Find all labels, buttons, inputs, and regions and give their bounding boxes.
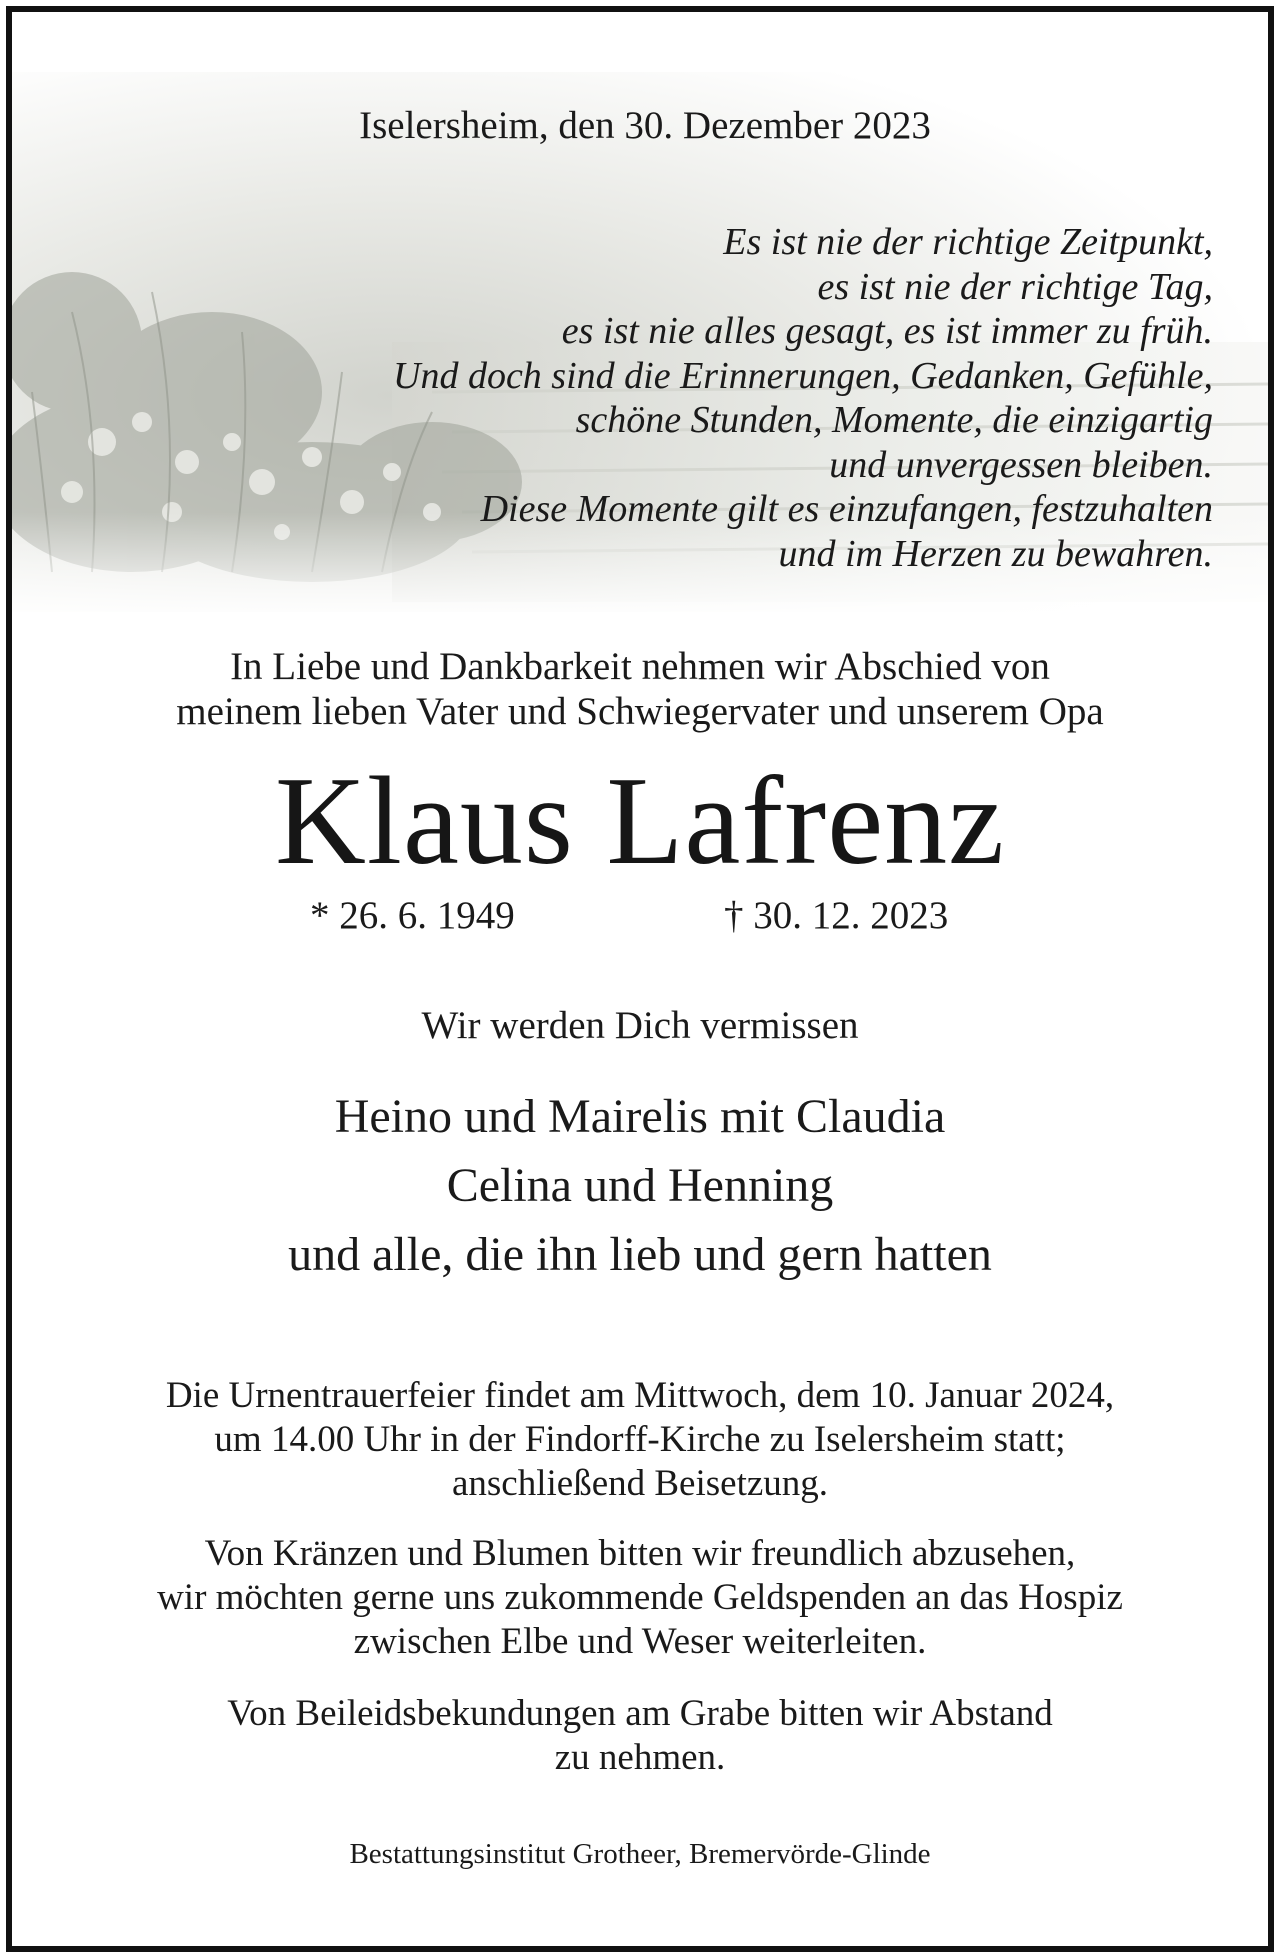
ceremony-line: um 14.00 Uhr in der Findorff-Kirche zu Iselersheim statt; (214, 1419, 1066, 1460)
ceremony-line: Die Urnentrauerfeier findet am Mittwoch, dem 10. Januar 2024, (165, 1375, 1115, 1416)
poem (213, 220, 1213, 576)
poem-line: es ist nie alles gesagt, es ist immer zu früh. (561, 310, 1213, 352)
death-date: † 30. 12. 2023 (724, 894, 949, 937)
place-date: Iselersheim, den 30. Dezember 2023 (359, 104, 931, 147)
poem-line: Es ist nie der richtige Zeitpunkt, (723, 221, 1213, 263)
condolence-line: zu nehmen. (554, 1737, 726, 1778)
family-signatures (12, 1082, 1268, 1289)
poem-line: es ist nie der richtige Tag, (817, 265, 1213, 308)
intro-line: meinem lieben Vater und Schwiegervater und unserem Opa (176, 690, 1104, 733)
donation-line: zwischen Elbe und Weser weiterleiten. (353, 1621, 927, 1662)
miss-text: Wir werden Dich vermissen (421, 1004, 859, 1047)
poem-line: und im Herzen zu bewahren. (778, 532, 1213, 575)
condolence-line: Von Beileidsbekundungen am Grabe bitten wir Abstand (227, 1693, 1053, 1734)
intro-text (12, 644, 1268, 734)
intro-line: In Liebe und Dankbarkeit nehmen wir Abschied von (230, 645, 1050, 688)
donation-line: Von Kränzen und Blumen bitten wir freundlich abzusehen, (204, 1533, 1076, 1574)
family-line: Celina und Henning (446, 1159, 834, 1212)
ceremony-line: anschließend Beisetzung. (451, 1463, 829, 1504)
poem-line: Diese Momente gilt es einzufangen, festzuhalten (480, 488, 1213, 530)
birth-date: * 26. 6. 1949 (310, 894, 515, 937)
condolence-request (12, 1692, 1268, 1780)
poem-line: Und doch sind die Erinnerungen, Gedanken, Gefühle, (393, 354, 1213, 397)
family-line: und alle, die ihn lieb und gern hatten (288, 1228, 992, 1281)
donation-request (12, 1532, 1268, 1664)
undertaker: Bestattungsinstitut Grotheer, Bremervörde-Glinde (349, 1838, 931, 1870)
poem-line: und unvergessen bleiben. (829, 443, 1213, 486)
ceremony-info (12, 1374, 1268, 1506)
family-line: Heino und Mairelis mit Claudia (334, 1090, 946, 1143)
deceased-name: Klaus Lafrenz (274, 752, 1006, 891)
poem-line: schöne Stunden, Momente, die einzigartig (575, 399, 1213, 441)
life-dates (12, 892, 1268, 942)
obituary-frame (6, 6, 1274, 1952)
donation-line: wir möchten gerne uns zukommende Geldspenden an das Hospiz (157, 1577, 1123, 1618)
